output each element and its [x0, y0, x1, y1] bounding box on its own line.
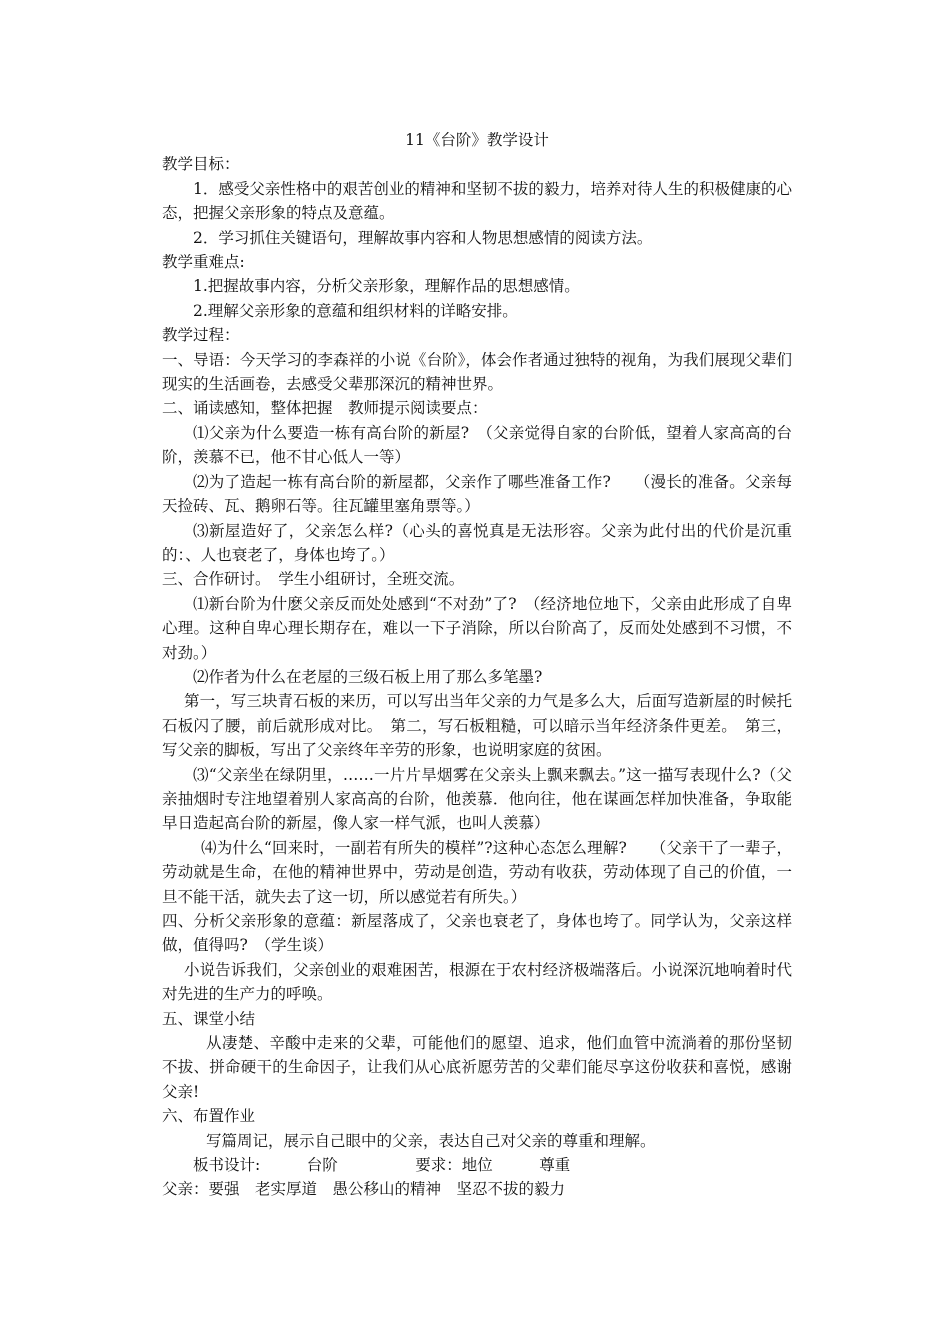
page-title: 11《台阶》教学设计	[405, 131, 549, 149]
section-3-heading: 三、合作研讨。 学生小组研讨，全班交流。	[162, 570, 465, 589]
section-3-answer-2: 第一，写三块青石板的来历，可以写出当年父亲的力气是多么大，后面写造新屋的时候托石板闪了腰，前后就形成对比。 第二，写石板粗糙，可以暗示当年经济条件更差。 第三，写父亲的脚板，写出了父亲终年辛劳的形象，也说明家庭的贫困。	[162, 692, 792, 760]
key-points-heading: 教学重难点:	[162, 253, 245, 272]
section-intro: 一、导语：今天学习的李森祥的小说《台阶》，体会作者通过独特的视角，为我们展现父辈们现实的生活画卷，去感受父辈那深沉的精神世界。	[162, 350, 792, 394]
section-5-heading: 五、课堂小结	[162, 1009, 256, 1028]
section-2-question-3: ⑶新屋造好了，父亲怎么样?（心头的喜悦真是无法形容。父亲为此付出的代价是沉重的：、人也衰老了，身体也垮了。）	[162, 521, 792, 564]
goal-item-2: 2．学习抓住关键语句，理解故事内容和人物思想感情的阅读方法。	[193, 228, 653, 247]
goal-item-1: 1．感受父亲性格中的艰苦创业的精神和坚韧不拔的毅力，培养对待人生的积极健康的心态，把握父亲形象的特点及意蕴。	[162, 179, 792, 223]
section-2-heading: 二、诵读感知，整体把握 教师提示阅读要点：	[162, 399, 488, 418]
board-design-row-2: 父亲：要强 老实厚道 愚公移山的精神 坚忍不拔的毅力	[162, 1180, 566, 1199]
key-point-2: 2.理解父亲形象的意蕴和组织材料的详略安排。	[193, 301, 518, 320]
section-3-question-1: ⑴新台阶为什麽父亲反而处处感到“不对劲”了? （经济地位地下，父亲由此形成了自卑心理。这种自卑心理长期存在，难以一下子消除，所以台阶高了，反而处处感到不习惯，不对劲。）	[162, 594, 792, 662]
section-4-body: 小说告诉我们，父亲创业的艰难困苦，根源在于农村经济极端落后。小说深沉地响着时代对先进的生产力的呼唤。	[162, 960, 792, 1004]
section-3-question-4: ⑷为什么“回来时，一副若有所失的模样”?这种心态怎么理解? （父亲干了一辈子，劳动就是生命，在他的精神世界中，劳动是创造，劳动有收获，劳动体现了自己的价值，一旦不能干活，就失去了这一切，所以感觉若有所失。）	[162, 838, 792, 906]
section-6-body: 写篇周记，展示自己眼中的父亲，表达自己对父亲的尊重和理解。	[206, 1131, 656, 1150]
goals-heading: 教学目标：	[162, 155, 240, 174]
process-heading: 教学过程：	[162, 326, 240, 345]
section-3-question-3: ⑶“父亲坐在绿阴里，……一片片旱烟雾在父亲头上飘来飘去。”这一描写表现什么?（父亲抽烟时专注地望着别人家高高的台阶，他羡慕．他向往，他在谋画怎样加快准备，争取能早日造起高台阶的新屋，像人家一样气派，也叫人羡慕）	[162, 765, 792, 833]
key-point-1: 1.把握故事内容，分析父亲形象，理解作品的思想感情。	[193, 277, 580, 296]
section-5-body: 从凄楚、辛酸中走来的父辈，可能他们的愿望、追求，他们血管中流淌着的那份坚韧不拔、拼命硬干的生命因子，让我们从心底祈愿劳苦的父辈们能尽享这份收获和喜悦，感谢父亲!	[162, 1034, 792, 1101]
section-2-question-1: ⑴父亲为什么要造一栋有高台阶的新屋? （父亲觉得自家的台阶低，望着人家高高的台阶，羡慕不已，他不甘心低人一等）	[162, 423, 792, 467]
board-design-row-1: 板书设计: 台阶 要求：地位 尊重	[193, 1156, 571, 1175]
document-body	[162, 128, 792, 1202]
section-6-heading: 六、布置作业	[162, 1107, 256, 1126]
section-4-heading: 四、分析父亲形象的意蕴：新屋落成了，父亲也衰老了，身体也垮了。同学认为，父亲这样做，值得吗? （学生谈）	[162, 912, 792, 955]
section-3-question-2: ⑵作者为什么在老屋的三级石板上用了那么多笔墨?	[193, 667, 543, 686]
section-2-question-2: ⑵为了造起一栋有高台阶的新屋都，父亲作了哪些准备工作? （漫长的准备。父亲每天捡砖、瓦、鹅卵石等。往瓦罐里塞角票等。）	[162, 472, 792, 516]
